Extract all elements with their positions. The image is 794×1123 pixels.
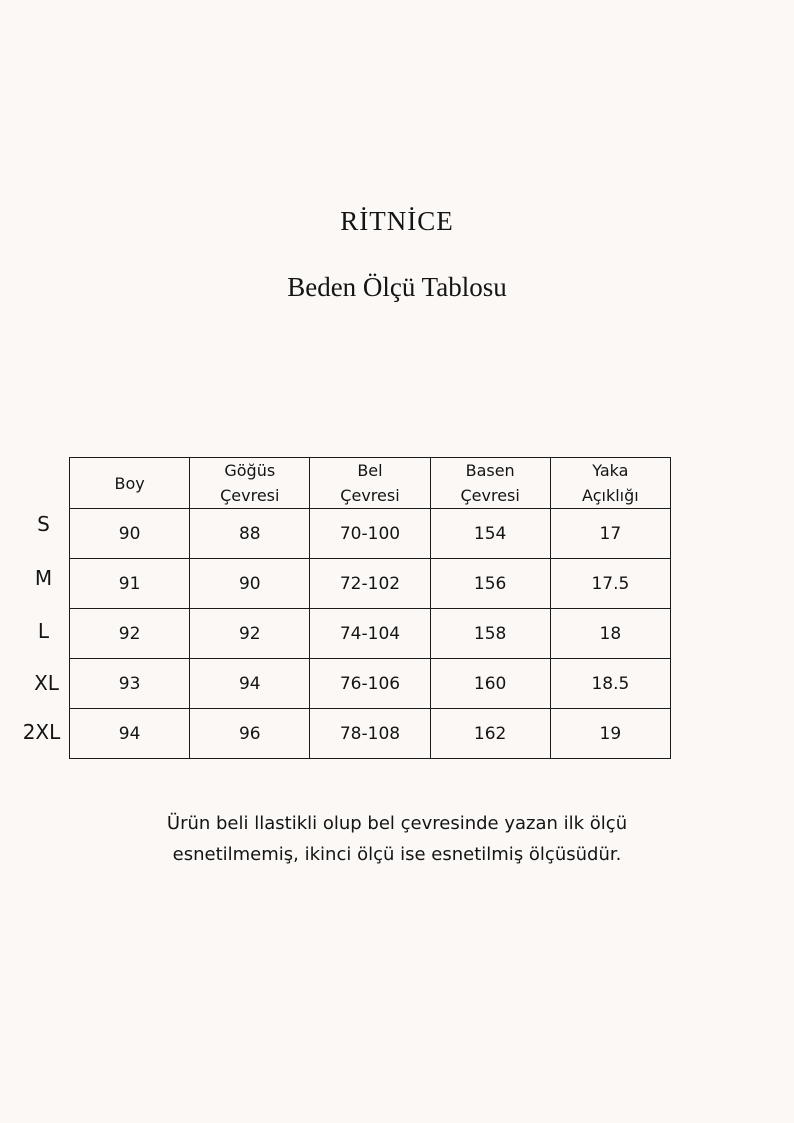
- header-bel-cevresi: [310, 458, 430, 509]
- cell-basen: 158: [430, 609, 550, 659]
- cell-gogus: 92: [190, 609, 310, 659]
- cell-boy: 92: [70, 609, 190, 659]
- header-yaka-acikligi-text: Yaka Açıklığı: [582, 461, 639, 505]
- size-label-2xl: 2XL: [22, 720, 61, 744]
- brand-logo-text: RİTNİCE: [340, 206, 454, 236]
- table-row: [70, 559, 671, 609]
- header-boy: Boy: [70, 458, 190, 509]
- header-bel-cevresi-text: Bel Çevresi: [340, 461, 400, 505]
- cell-boy: 94: [70, 709, 190, 759]
- cell-bel: 70-100: [310, 509, 430, 559]
- cell-yaka: 18: [550, 609, 670, 659]
- size-label-m: M: [34, 566, 53, 590]
- page-title: Beden Ölçü Tablosu: [287, 272, 507, 302]
- table-row: [70, 659, 671, 709]
- table-row: [70, 609, 671, 659]
- header-basen-cevresi-text: Basen Çevresi: [460, 461, 520, 505]
- size-table-container: [69, 457, 671, 762]
- cell-boy: 93: [70, 659, 190, 709]
- cell-bel: 76-106: [310, 659, 430, 709]
- size-table: [69, 457, 671, 759]
- header-gogus-cevresi: [190, 458, 310, 509]
- cell-gogus: 94: [190, 659, 310, 709]
- cell-bel: 78-108: [310, 709, 430, 759]
- header-gogus-cevresi-text: Göğüs Çevresi: [220, 461, 280, 505]
- cell-yaka: 18.5: [550, 659, 670, 709]
- cell-gogus: 88: [190, 509, 310, 559]
- header-yaka-acikligi: [550, 458, 670, 509]
- cell-bel: 72-102: [310, 559, 430, 609]
- table-header-row: [70, 458, 671, 509]
- cell-yaka: 17: [550, 509, 670, 559]
- cell-yaka: 17.5: [550, 559, 670, 609]
- cell-boy: 90: [70, 509, 190, 559]
- header-basen-cevresi: [430, 458, 550, 509]
- size-label-l: L: [37, 619, 50, 643]
- cell-gogus: 96: [190, 709, 310, 759]
- size-label-s: S: [37, 512, 50, 536]
- cell-basen: 160: [430, 659, 550, 709]
- cell-bel: 74-104: [310, 609, 430, 659]
- cell-boy: 91: [70, 559, 190, 609]
- note-line-1: Ürün beli llastikli olup bel çevresinde yazan ilk ölçü: [166, 813, 628, 834]
- cell-basen: 162: [430, 709, 550, 759]
- cell-basen: 154: [430, 509, 550, 559]
- note-text: [0, 808, 794, 870]
- cell-gogus: 90: [190, 559, 310, 609]
- size-label-xl: XL: [34, 671, 59, 695]
- table-row: [70, 509, 671, 559]
- cell-basen: 156: [430, 559, 550, 609]
- table-row: [70, 709, 671, 759]
- note-line-2: esnetilmemiş, ikinci ölçü ise esnetilmiş ölçüsüdür.: [172, 844, 622, 865]
- cell-yaka: 19: [550, 709, 670, 759]
